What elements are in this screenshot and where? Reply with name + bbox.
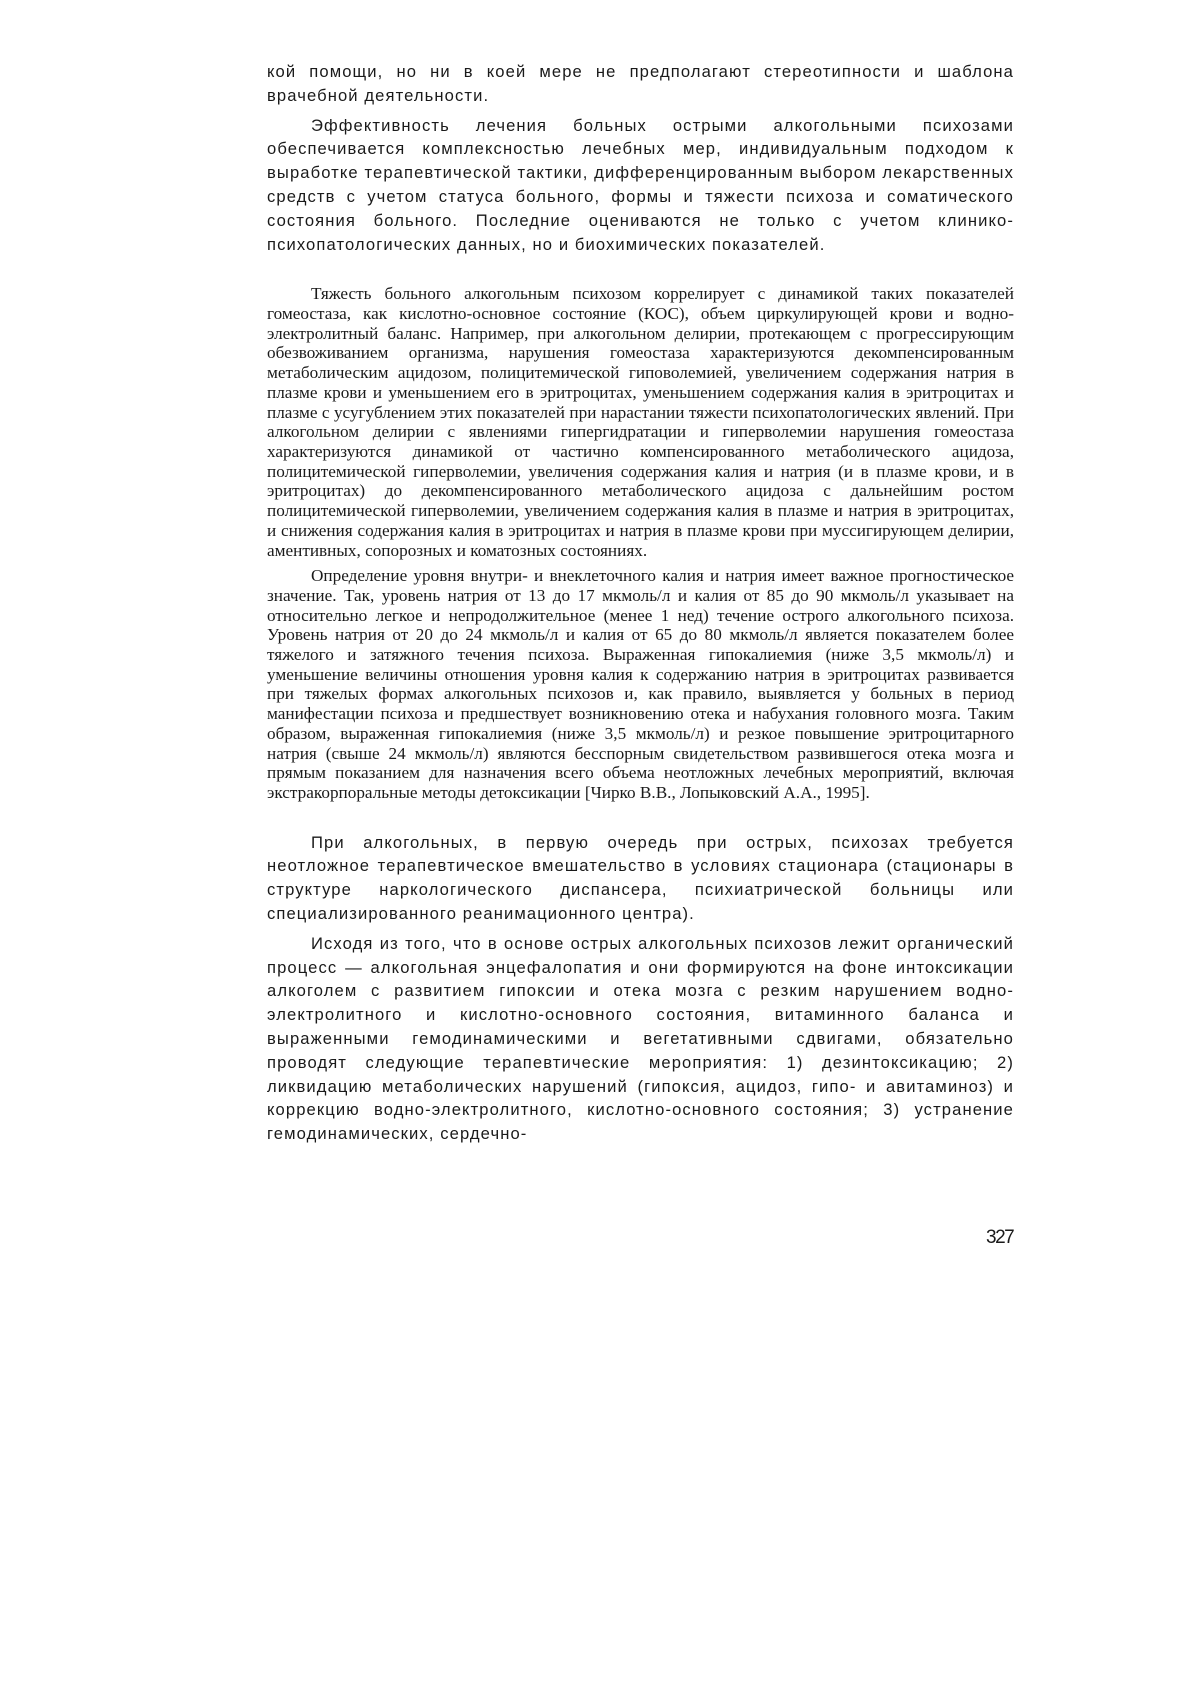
paragraph-5: При алкогольных, в первую очередь при острых, психозах требуется неотложное терапевтическое вмешательство в условиях стационара (стационары в структуре наркологического диспансера, психиатрической больницы или специализированного реанимационного центра). bbox=[267, 832, 1014, 924]
paragraph-1: кой помощи, но ни в коей мере не предполагают стереотипности и шаблона врачебной деятельности. bbox=[267, 62, 1014, 105]
paragraph-6: Исходя из того, что в основе острых алкогольных психозов лежит органический процесс — алкогольная энцефалопатия и они формируются на фоне интоксикации алкоголем с развитием гипоксии и отека мозга с резким нарушением водно-электролитного и кислотно-основного состояния, витаминного баланса и выраженными гемодинамическими и вегетативными сдвигами, обязательно проводят следующие терапевтические мероприятия: 1) дезинтоксикацию; 2) ликвидацию метаболических нарушений (гипоксия, ацидоз, гипо- и авитаминоз) и коррекцию водно-электролитного, кислотно-основного состояния; 3) устранение гемодинамических, сердечно- bbox=[267, 933, 1014, 1144]
paragraph-4: Определение уровня внутри- и внеклеточного калия и натрия имеет важное прогностическое значение. Так, уровень натрия от 13 до 17 мкмоль/л и калия от 85 до 90 мкмоль/л указывает на относительно легкое и непродолжительное (менее 1 нед) течение острого алкогольного психоза. Уровень натрия от 20 до 24 мкмоль/л и калия от 65 до 80 мкмоль/л является показателем более тяжелого и затяжного течения психоза. Выраженная гипокалиемия (ниже 3,5 мкмоль/л) и уменьшение величины отношения уровня калия к содержанию натрия в эритроцитах развивается при тяжелых формах алкогольных психозов и, как правило, выявляется у больных в период манифестации психоза и предшествует возникновению отека и набухания головного мозга. Таким образом, выраженная гипокалиемия (ниже 3,5 мкмоль/л) и резкое повышение эритроцитарного натрия (свыше 24 мкмоль/л) являются бесспорным свидетельством развившегося отека мозга и прямым показанием для назначения всего объема неотложных лечебных мероприятий, включая экстракорпоральные методы детоксикации [Чирко В.В., Лопыковский А.А., 1995]. bbox=[267, 566, 1014, 802]
page-text bbox=[267, 60, 1014, 1146]
page-number: 327 bbox=[986, 1227, 1014, 1248]
paragraph-2: Эффективность лечения больных острыми алкогольными психозами обеспечивается комплексностью лечебных мер, индивидуальным подходом к выработке терапевтической тактики, дифференцированным выбором лекарственных средств с учетом статуса больного, формы и тяжести психоза и соматического состояния больного. Последние оцениваются не только с учетом клинико-психопатологических данных, но и биохимических показателей. bbox=[267, 115, 1014, 254]
paragraph-3: Тяжесть больного алкогольным психозом коррелирует с динамикой таких показателей гомеостаза, как кислотно-основное состояние (КОС), объем циркулирующей крови и водно-электролитный баланс. Например, при алкогольном делирии, протекающем с прогрессирующим обезвоживанием организма, нарушения гомеостаза характеризуются декомпенсированным метаболическим ацидозом, полицитемической гиповолемией, увеличением содержания натрия в плазме крови и уменьшением его в эритроцитах, уменьшением содержания калия в эритроцитах и плазме с усугублением этих показателей при нарастании тяжести психопатологических явлений. При алкогольном делирии с явлениями гипергидратации и гиперволемии нарушения гомеостаза характеризуются динамикой от частично компенсированного метаболического ацидоза, полицитемической гиперволемии, увеличения содержания калия и натрия (и в плазме крови, и в эритроцитах) до декомпенсированного метаболического ацидоза с дальнейшим ростом полицитемической гиперволемии, увеличением содержания калия в плазме и натрия в эритроцитах, и снижения содержания калия в эритроцитах и натрия в плазме крови при муссигирующем делирии, аментивных, сопорозных и коматозных состояниях. bbox=[267, 284, 1014, 560]
